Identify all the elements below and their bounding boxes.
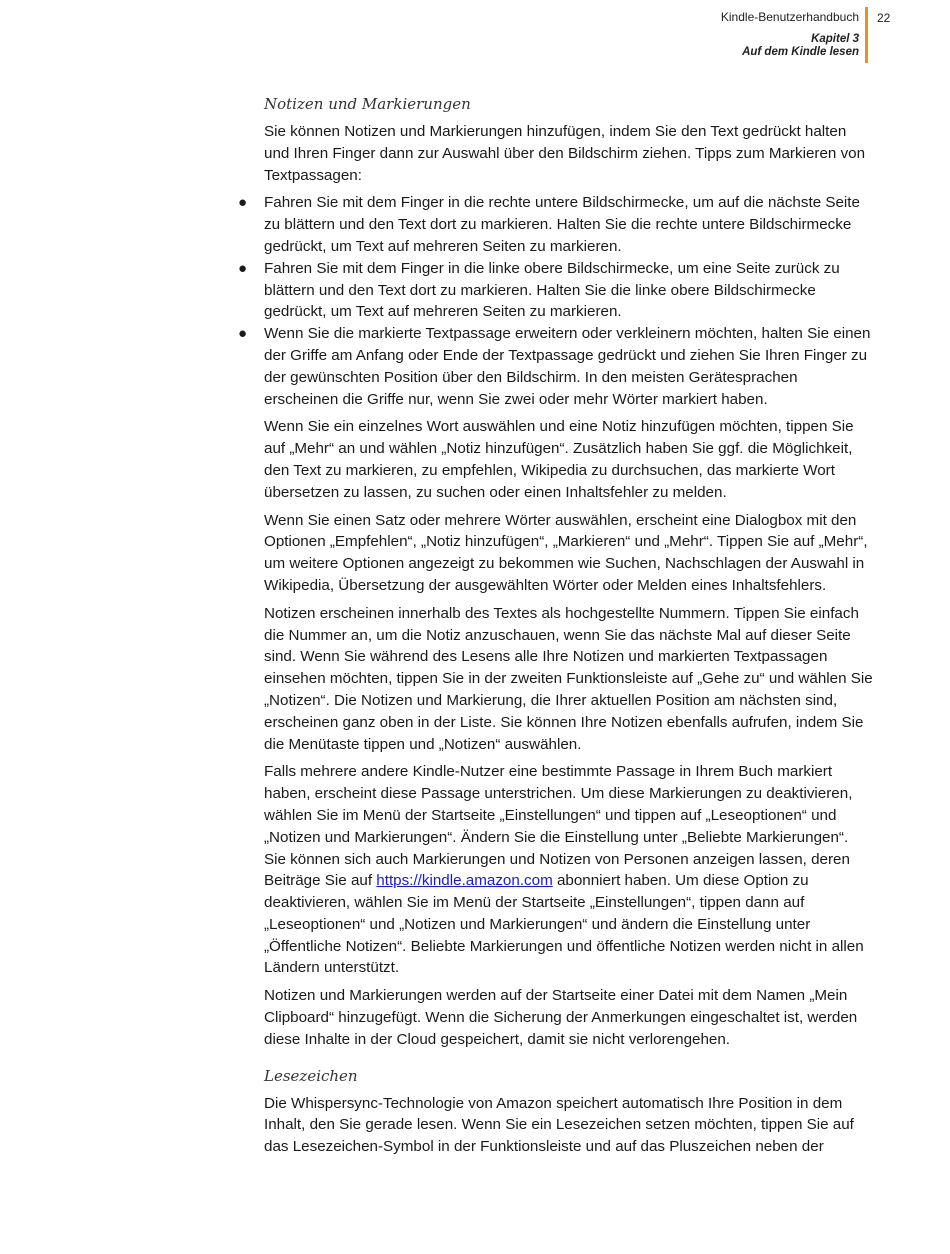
page-content (238, 91, 874, 1164)
paragraph-intro: Sie können Notizen und Markierungen hinzufügen, indem Sie den Text gedrückt halten und Ihren Finger dann zur Auswahl über den Bildschirm ziehen. Tipps zum Markieren von Textpassagen: (264, 123, 866, 184)
header-accent-rule (865, 7, 868, 63)
chapter-title: Auf dem Kindle lesen (742, 46, 859, 58)
list-item: ● Fahren Sie mit dem Finger in die linke obere Bildschirmecke, um eine Seite zurück zu blättern und den Text dort zu markieren. Halten Sie die linke obere Bildschirmecke gedrückt, um Text auf mehreren Seiten zu markieren. (238, 259, 840, 321)
bullet-icon: ● (238, 259, 248, 277)
paragraph-notes-display: Notizen erscheinen innerhalb des Textes als hochgestellte Nummern. Tippen Sie einfach die Nummer an, um die Notiz anzuschauen, wenn Sie das nächste Mal auf dieser Seite sind. Wenn Sie während des Lesens alle Ihre Notizen und markierten Textpassagen einsehen möchten, tippen Sie in der zweiten Funktionsleiste auf „Gehe zu“ und wählen Sie „Notizen“. Die Notizen und Markierung, die Ihrer aktuellen Position am nächsten sind, erscheinen ganz oben in der Liste. Sie können Ihre Notizen ebenfalls aufrufen, indem Sie die Menütaste tippen und „Notizen“ auswählen. (264, 604, 873, 753)
section-title-notes: Notizen und Markierungen (264, 95, 471, 113)
page-number: 22 (877, 11, 891, 25)
paragraph-whispersync: Die Whispersync-Technologie von Amazon speichert automatisch Ihre Position in dem Inhalt, den Sie gerade lesen. Wenn Sie ein Lesezeichen setzen möchten, tippen Sie auf das Lesezeichen-Symbol in der Funktionsleiste und auf das Pluszeichen neben der (264, 1094, 854, 1156)
tips-list (238, 192, 874, 410)
paragraph-popular-highlights: Falls mehrere andere Kindle-Nutzer eine bestimmte Passage in Ihrem Buch markiert haben, erscheint diese Passage unterstrichen. Um diese Markierungen zu deaktivieren, wählen Sie im Menü der Startseite „Einstellungen“ und tippen auf „Leseoptionen“ und „Notizen und Markierungen“. Ändern Sie die Einstellung unter „Beliebte Markierungen“. Sie können sich auch Markierungen und Notizen von Personen anzeigen lassen, deren Beiträge Sie auf https://kindle.amazon.com abonniert haben. Um diese Option zu deaktivieren, wählen Sie im Menü der Startseite „Einstellungen“, tippen dann auf „Leseoptionen“ und „Notizen und Markierungen“ und ändern die Einstellung unter „Öffentliche Notizen“. Beliebte Markierungen und öffentliche Notizen werden nicht in allen Ländern unterstützt. (264, 763, 864, 977)
list-item: ● Wenn Sie die markierte Textpassage erweitern oder verkleinern möchten, halten Sie einen der Griffe am Anfang oder Ende der Textpassage gedrückt und ziehen Sie Ihren Finger zu der gewünschten Position über den Bildschirm. In den meisten Gerätesprachen erscheinen die Griffe nur, wenn Sie zwei oder mehr Wörter markiert haben. (238, 325, 871, 408)
paragraph-clipboard: Notizen und Markierungen werden auf der Startseite einer Datei mit dem Namen „Mein Clipboard“ hinzugefügt. Wenn die Sicherung der Anmerkungen eingeschaltet ist, werden diese Inhalte in der Cloud gespeichert, damit sie nicht verlorengehen. (264, 987, 858, 1048)
paragraph-single-word: Wenn Sie ein einzelnes Wort auswählen und eine Notiz hinzufügen möchten, tippen Sie auf „Mehr“ an und wählen „Notiz hinzufügen“. Zusätzlich haben Sie ggf. die Möglichkeit, den Text zu markieren, zu empfehlen, Wikipedia zu durchsuchen, das markierte Wort übersetzen zu lassen, zu suchen oder einen Inhaltsfehler zu melden. (264, 418, 854, 501)
list-item: ● Fahren Sie mit dem Finger in die rechte untere Bildschirmecke, um auf die nächste Seite zu blättern und den Text dort zu markieren. Halten Sie die rechte untere Bildschirmecke gedrückt, um Text auf mehreren Seiten zu markieren. (238, 194, 860, 255)
book-title: Kindle-Benutzerhandbuch (720, 10, 859, 24)
section-title-bookmarks: Lesezeichen (264, 1066, 358, 1085)
paragraph-multiple-words: Wenn Sie einen Satz oder mehrere Wörter auswählen, erscheint eine Dialogbox mit den Optionen „Empfehlen“, „Notiz hinzufügen“, „Markieren“ und „Mehr“. Tippen Sie auf „Mehr“, um weitere Optionen angezeigt zu bekommen wie Suchen, Nachschlagen der Auswahl in Wikipedia, Übersetzung der ausgewählten Wörter oder Melden eines Inhaltsfehlers. (264, 511, 868, 594)
kindle-amazon-link[interactable]: https://kindle.amazon.com (376, 872, 553, 890)
bullet-icon: ● (238, 194, 248, 212)
page-header (721, 10, 859, 59)
bullet-icon: ● (238, 325, 248, 343)
chapter-number: Kapitel 3 (811, 33, 859, 45)
